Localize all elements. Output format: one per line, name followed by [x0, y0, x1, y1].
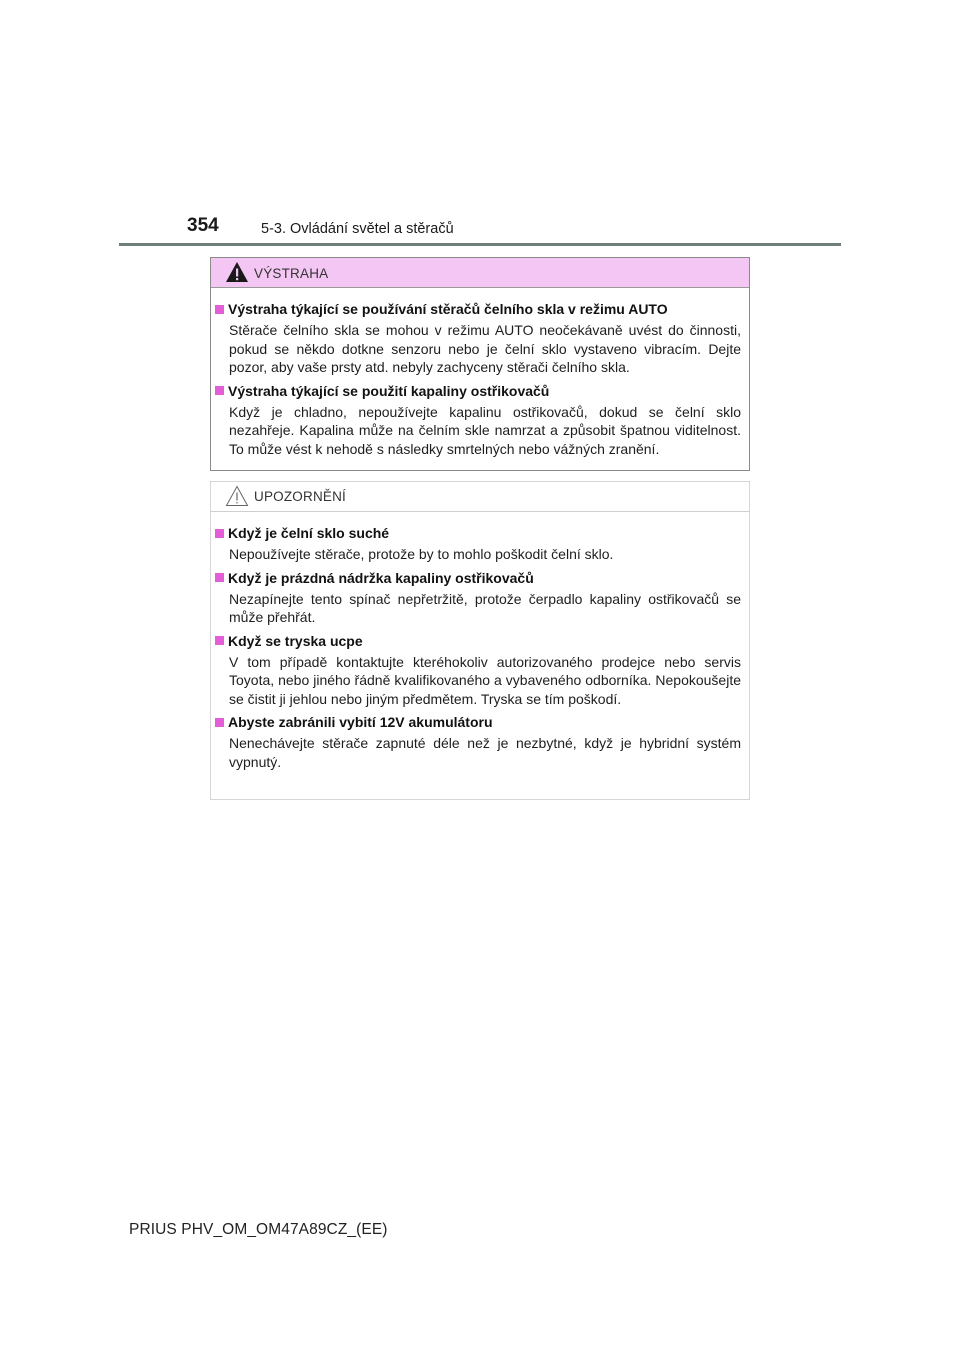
warning-item: [215, 381, 741, 459]
caution-item-title: Když se tryska ucpe: [228, 632, 363, 649]
warning-item-title: Výstraha týkající se použití kapaliny ostřikovačů: [228, 382, 550, 399]
warning-item-title: Výstraha týkající se používání stěračů čelního skla v režimu AUTO: [228, 301, 668, 317]
caution-triangle-icon: [225, 485, 249, 507]
caution-item-title: Když je prázdná nádržka kapaliny ostřikovačů: [228, 569, 534, 586]
bullet-square-icon: [215, 636, 224, 645]
caution-item-text: Nepoužívejte stěrače, protože by to mohlo poškodit čelní sklo.: [229, 546, 614, 562]
caution-item: [215, 631, 741, 709]
caution-title: UPOZORNĚNÍ: [254, 489, 347, 504]
document-code: PRIUS PHV_OM_OM47A89CZ_(EE): [129, 1221, 388, 1238]
section-title: 5-3. Ovládání světel a stěračů: [261, 221, 454, 237]
bullet-square-icon: [215, 718, 224, 727]
page-header: [0, 0, 960, 250]
caution-item: [215, 568, 741, 627]
bullet-square-icon: [215, 386, 224, 395]
warning-triangle-icon: [225, 261, 249, 283]
warning-header: [211, 258, 749, 288]
warning-item-text: Stěrače čelního skla se mohou v režimu AUTO neočekávaně uvést do činnosti, pokud se někdo dotkne senzoru nebo je čelní sklo vystaveno vibracím. Dejte pozor, aby vaše prsty atd. nebyly zachyceny stěrači čelního skla.: [229, 322, 741, 375]
header-divider: [119, 243, 841, 246]
warning-box: [210, 257, 750, 471]
caution-item-title: Když je čelní sklo suché: [228, 525, 390, 541]
bullet-square-icon: [215, 573, 224, 582]
warning-item: [215, 299, 741, 377]
caution-item: [215, 712, 741, 771]
bullet-square-icon: [215, 305, 224, 314]
page-number: 354: [187, 215, 219, 236]
caution-item-text: Nenechávejte stěrače zapnuté déle než je nezbytné, když je hybridní systém vypnutý.: [229, 735, 741, 770]
caution-item-text: Nezapínejte tento spínač nepřetržitě, protože čerpadlo kapaliny ostřikovačů se může přehřát.: [229, 590, 741, 625]
caution-header: [211, 482, 749, 512]
bullet-square-icon: [215, 529, 224, 538]
caution-item: [215, 523, 741, 564]
caution-box: [210, 481, 750, 800]
warning-title: VÝSTRAHA: [254, 266, 329, 281]
caution-item-text: V tom případě kontaktujte kteréhokoliv autorizovaného prodejce nebo servis Toyota, nebo jiného řádně kvalifikovaného a vybaveného odborníka. Nepokoušejte se čistit ji jehlou nebo jiným předmětem. Tryska se tím poškodí.: [229, 653, 741, 707]
warning-item-text: Když je chladno, nepoužívejte kapalinu ostřikovačů, dokud se čelní sklo nezahřeje. Kapalina může na čelním skle namrzat a způsobit špatnou viditelnost. To může vést k nehodě s následky smrtelných nebo vážných zranění.: [229, 403, 741, 457]
caution-item-title: Abyste zabránili vybití 12V akumulátoru: [228, 714, 493, 730]
